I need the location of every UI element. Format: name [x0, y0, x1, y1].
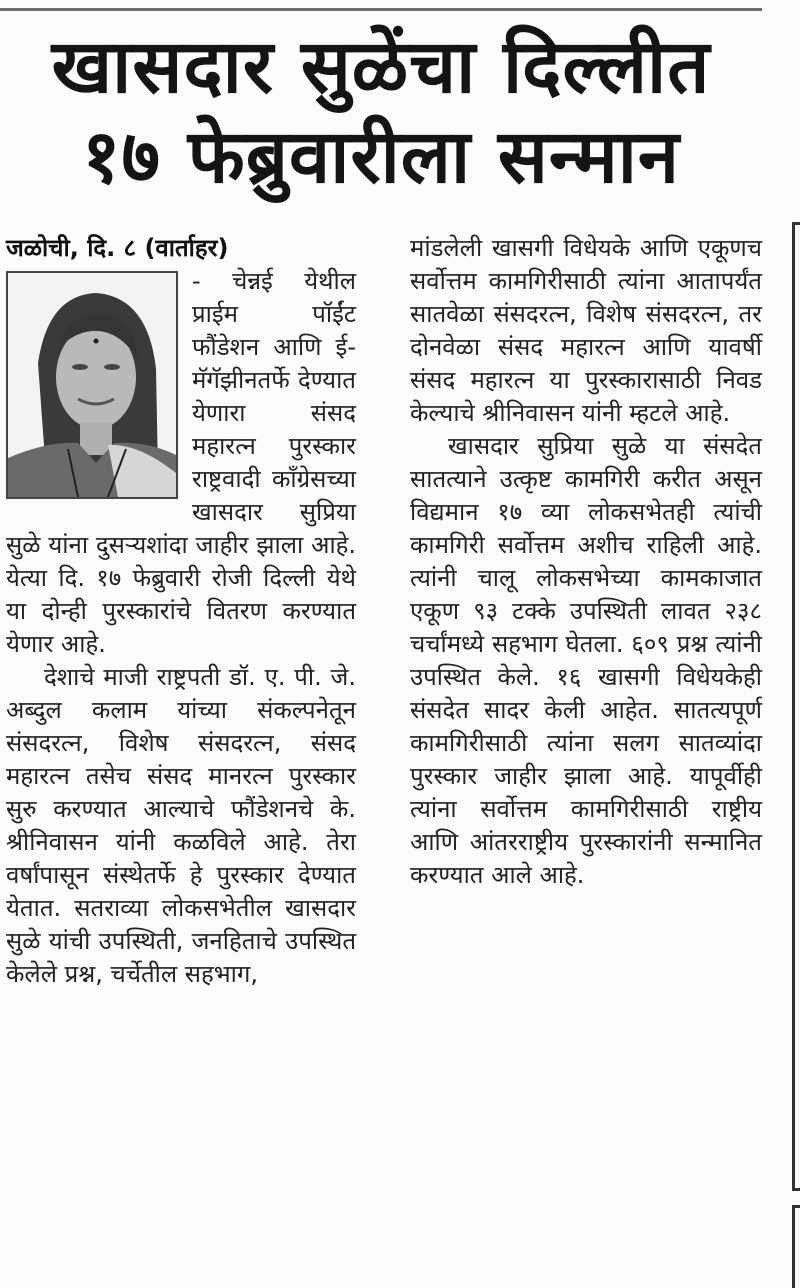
- portrait-photo-icon: [6, 271, 178, 499]
- article-paragraph-1: - चेन्नई येथील प्राईम पॉईंट फौंडेशन आणि ई- मॅगॅझीनतर्फे देण्यात येणारा संसद महारत्न पुरस्कार राष्ट्रवादी काँग्रेसच्या खासदार सुप्रिया सुळे यांना दुसऱ्यशांदा जाहीर झाला आहे. येत्या दि. १७ फेब्रुवारी रोजी दिल्ली येथे या दोन्ही पुरस्कारांचे वितरण करण्यात येणार आहे.: [6, 267, 356, 658]
- article-paragraph-4: खासदार सुप्रिया सुळे या संसदेत सातत्याने उत्कृष्ट कामगिरी करीत असून विद्यमान १७ व्या लोकसभेतही त्यांची कामगिरी सर्वोत्तम अशीच राहिली आहे. त्यांनी चालू लोकसभेच्या कामकाजात एकूण ९३ टक्के उपस्थिती लावत २३८ चर्चांमध्ये सहभाग घेतला. ६०९ प्रश्न त्यांनी उपस्थित केले. १६ खासगी विधेयकेही संसदेत सादर केली आहेत. सातत्यपूर्ण कामगिरीसाठी त्यांना सलग सातव्यांदा पुरस्कार जाहीर झाला आहे. यापूर्वीही त्यांना सर्वोत्तम कामगिरीसाठी राष्ट्रीय आणि आंतरराष्ट्रीय पुरस्कारांनी सन्मानित करण्यात आले आहे.: [410, 432, 762, 889]
- article-paragraph-2: देशाचे माजी राष्ट्रपती डॉ. ए. पी. जे. अब्दुल कलाम यांच्या संकल्पनेतून संसदरत्न, विशेष संसदरत्न, संसद महारत्न तसेच संसद मानरत्न पुरस्कार सुरु करण्यात आल्याचे फौंडेशनचे के. श्रीनिवासन यांनी कळविले आहे. तेरा वर्षांपासून संस्थेतर्फे हे पुरस्कार देण्यात येतात. सतराव्या लोकसभेतील खासदार सुळे यांची उपस्थिती, जनहिताचे उपस्थित केलेले प्रश्न, चर्चेतील सहभाग,: [6, 663, 356, 988]
- headline-line-1: खासदार सुळेंचा दिल्लीत: [51, 24, 711, 110]
- article-column-left: [6, 232, 356, 991]
- headline: [0, 22, 762, 202]
- top-rule-divider: [0, 8, 762, 11]
- adjacent-article-border-2: [792, 1205, 800, 1288]
- dateline: जळोची, दि. ८ (वार्ताहर): [6, 234, 229, 262]
- adjacent-article-border: [792, 222, 800, 1191]
- article-paragraph-3: मांडलेली खासगी विधेयके आणि एकूणच सर्वोत्तम कामगिरीसाठी त्यांना आतापर्यंत सातवेळा संसदरत्न, विशेष संसदरत्न, तर दोनवेळा संसद महारत्न आणि यावर्षी संसद महारत्न या पुरस्कारासाठी निवड केल्याचे श्रीनिवासन यांनी म्हटले आहे.: [410, 234, 762, 427]
- headline-line-2: १७ फेब्रुवारीला सन्मान: [82, 114, 680, 200]
- portrait-photo-svg: [8, 273, 176, 497]
- article-column-right: [410, 232, 762, 892]
